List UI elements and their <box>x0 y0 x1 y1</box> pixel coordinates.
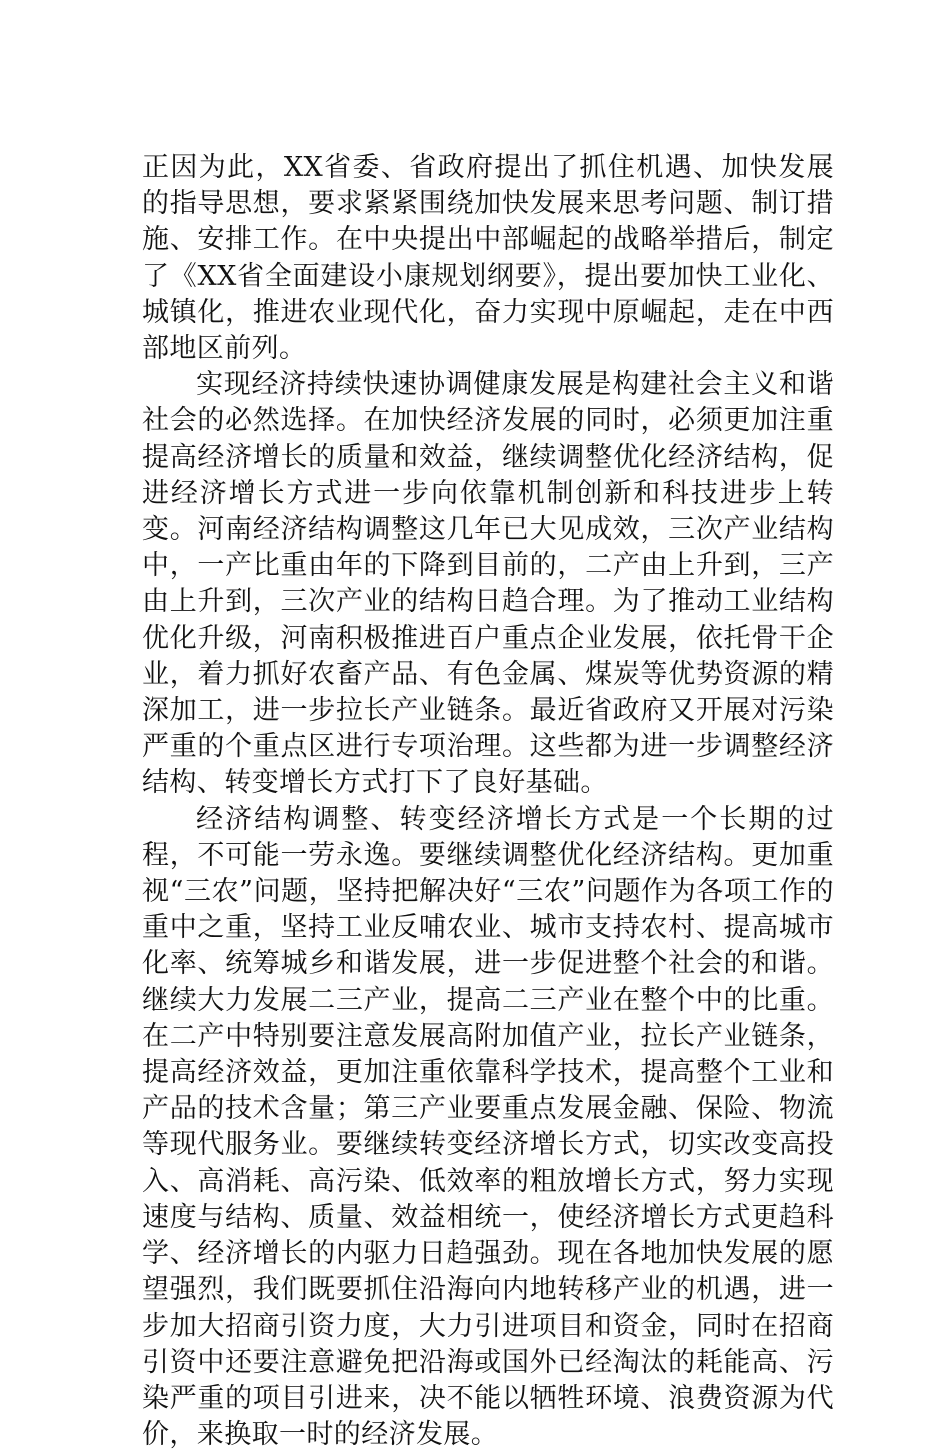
paragraph-3: 经济结构调整、转变经济增长方式是一个长期的过程，不可能一劳永逸。要继续调整优化经济结构。更加重视“三农”问题，坚持把解决好“三农”问题作为各项工作的重中之重，坚持工业反哺农业、城市支持农村、提高城市化率、统筹城乡和谐发展，进一步促进整个社会的和谐。继续大力发展二三产业，提高二三产业在整个中的比重。在二产中特别要注意发展高附加值产业，拉长产业链条，提高经济效益，更加注重依靠科学技术，提高整个工业和产品的技术含量；第三产业要重点发展金融、保险、物流等现代服务业。要继续转变经济增长方式，切实改变高投入、高消耗、高污染、低效率的粗放增长方式，努力实现速度与结构、质量、效益相统一，使经济增长方式更趋科学、经济增长的内驱力日趋强劲。现在各地加快发展的愿望强烈，我们既要抓住沿海向内地转移产业的机遇，进一步加大招商引资力度，大力引进项目和资金，同时在招商引资中还要注意避免把沿海或国外已经淘汰的耗能高、污染严重的项目引进来，决不能以牺牲环境、浪费资源为代价，来换取一时的经济发展。 <box>142 803 834 1451</box>
paragraph-1: 正因为此，XX省委、省政府提出了抓住机遇、加快发展的指导思想，要求紧紧围绕加快发展来思考问题、制订措施、安排工作。在中央提出中部崛起的战略举措后，制定了《XX省全面建设小康规划纲要》，提出要加快工业化、城镇化，推进农业现代化，奋力实现中原崛起，走在中西部地区前列。 <box>142 152 834 365</box>
paragraph-2: 实现经济持续快速协调健康发展是构建社会主义和谐社会的必然选择。在加快经济发展的同时，必须更加注重提高经济增长的质量和效益，继续调整优化经济结构，促进经济增长方式进一步向依靠机制创新和科技进步上转变。河南经济结构调整这几年已大见成效，三次产业结构中，一产比重由年的下降到目前的，二产由上升到，三产由上升到，三次产业的结构日趋合理。为了推动工业结构优化升级，河南积极推进百户重点企业发展，依托骨干企业，着力抓好农畜产品、有色金属、煤炭等优势资源的精深加工，进一步拉长产业链条。最近省政府又开展对污染严重的个重点区进行专项治理。这些都为进一步调整经济结构、转变增长方式打下了良好基础。 <box>142 369 834 799</box>
document-body <box>142 150 834 1453</box>
